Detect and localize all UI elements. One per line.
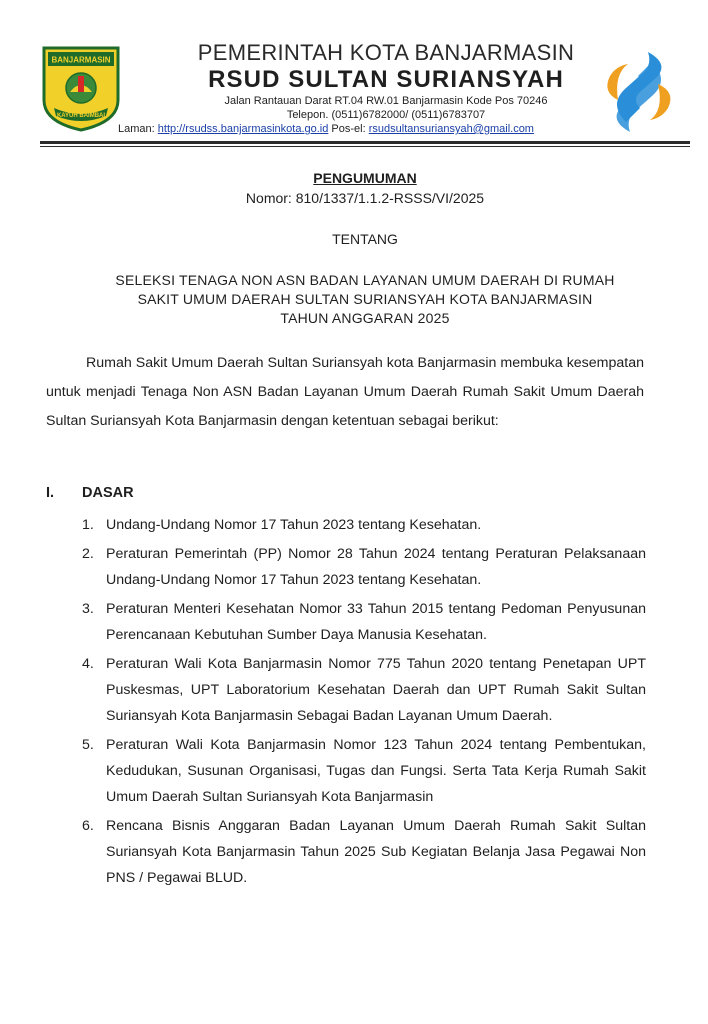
announcement-heading: PENGUMUMAN xyxy=(313,170,417,186)
item-number: 2. xyxy=(82,546,94,562)
dasar-list xyxy=(82,512,646,894)
web-label: Laman: xyxy=(118,123,155,135)
item-text: Peraturan Menteri Kesehatan Nomor 33 Tahun 2015 tentang Pedoman Penyusunan Perencanaan Kebutuhan Sumber Daya Manusia Kesehatan. xyxy=(106,601,646,643)
item-number: 5. xyxy=(82,737,94,753)
hospital-logo-icon xyxy=(596,48,682,136)
hospital-name: RSUD SULTAN SURIANSYAH xyxy=(208,66,564,93)
email-link[interactable]: rsudsultansuriansyah@gmail.com xyxy=(368,123,534,135)
contact-line xyxy=(118,122,618,136)
government-name: PEMERINTAH KOTA BANJARMASIN xyxy=(197,40,575,65)
letterhead-rule-thin xyxy=(40,146,690,147)
hospital-phone: Telepon. (0511)6782000/ (0511)6783707 xyxy=(286,109,486,121)
section-number: I. xyxy=(46,485,55,501)
item-text: Undang-Undang Nomor 17 Tahun 2023 tentang Kesehatan. xyxy=(106,517,482,533)
section-heading xyxy=(46,485,134,501)
item-number: 3. xyxy=(82,601,94,617)
seal-text-bottom: KAYUH BAIMBAI xyxy=(56,113,106,119)
list-item xyxy=(82,813,646,891)
list-item xyxy=(82,651,646,729)
subject-line: SAKIT UMUM DAERAH SULTAN SURIANSYAH KOTA BANJARMASIN xyxy=(137,291,593,307)
item-text: Peraturan Wali Kota Banjarmasin Nomor 775 Tahun 2020 tentang Penetapan UPT Puskesmas, UPT Laboratorium Kesehatan Daerah dan UPT Rumah Sakit Sultan Suriansyah Kota Banjarmasin Sebagai Badan Layanan Umum Daerah. xyxy=(106,656,646,724)
subject-line: SELEKSI TENAGA NON ASN BADAN LAYANAN UMUM DAERAH DI RUMAH xyxy=(115,272,615,288)
seal-text-top: BANJARMASIN xyxy=(51,55,111,65)
list-item xyxy=(82,732,646,810)
item-number: 4. xyxy=(82,656,94,672)
announcement-number: Nomor: 810/1337/1.1.2-RSSS/VI/2025 xyxy=(245,190,485,206)
list-item xyxy=(82,512,646,538)
hospital-address: Jalan Rantauan Darat RT.04 RW.01 Banjarmasin Kode Pos 70246 xyxy=(224,95,548,107)
list-item xyxy=(82,596,646,648)
section-title: DASAR xyxy=(82,485,134,501)
letterhead xyxy=(118,40,618,136)
letterhead-rule-thick xyxy=(40,141,690,144)
item-text: Peraturan Wali Kota Banjarmasin Nomor 123 Tahun 2024 tentang Pembentukan, Kedudukan, Susunan Organisasi, Tugas dan Fungsi. Serta Tata Kerja Rumah Sakit Umum Daerah Sultan Suriansyah Kota Banjarmasin xyxy=(106,737,646,805)
list-item xyxy=(82,541,646,593)
announcement-subject xyxy=(40,271,690,328)
city-seal-icon xyxy=(40,42,122,132)
item-number: 6. xyxy=(82,818,94,834)
item-text: Peraturan Pemerintah (PP) Nomor 28 Tahun 2024 tentang Peraturan Pelaksanaan Undang-Undang Nomor 17 Tahun 2023 tentang Kesehatan. xyxy=(106,546,646,588)
item-text: Rencana Bisnis Anggaran Badan Layanan Umum Daerah Rumah Sakit Sultan Suriansyah Kota Banjarmasin Tahun 2025 Sub Kegiatan Belanja Jasa Pegawai Non PNS / Pegawai BLUD. xyxy=(106,818,646,886)
email-label: Pos-el: xyxy=(331,123,366,135)
subject-line: TAHUN ANGGARAN 2025 xyxy=(280,310,450,326)
intro-text: Rumah Sakit Umum Daerah Sultan Suriansyah kota Banjarmasin membuka kesempatan untuk menjadi Tenaga Non ASN Badan Layanan Umum Daerah Rumah Sakit Umum Daerah Sultan Suriansyah Kota Banjarmasin dengan ketentuan sebagai berikut: xyxy=(46,355,644,429)
announcement-tentang: TENTANG xyxy=(332,231,398,247)
web-link[interactable]: http://rsudss.banjarmasinkota.go.id xyxy=(157,123,329,135)
item-number: 1. xyxy=(82,517,94,533)
intro-paragraph xyxy=(46,349,644,436)
